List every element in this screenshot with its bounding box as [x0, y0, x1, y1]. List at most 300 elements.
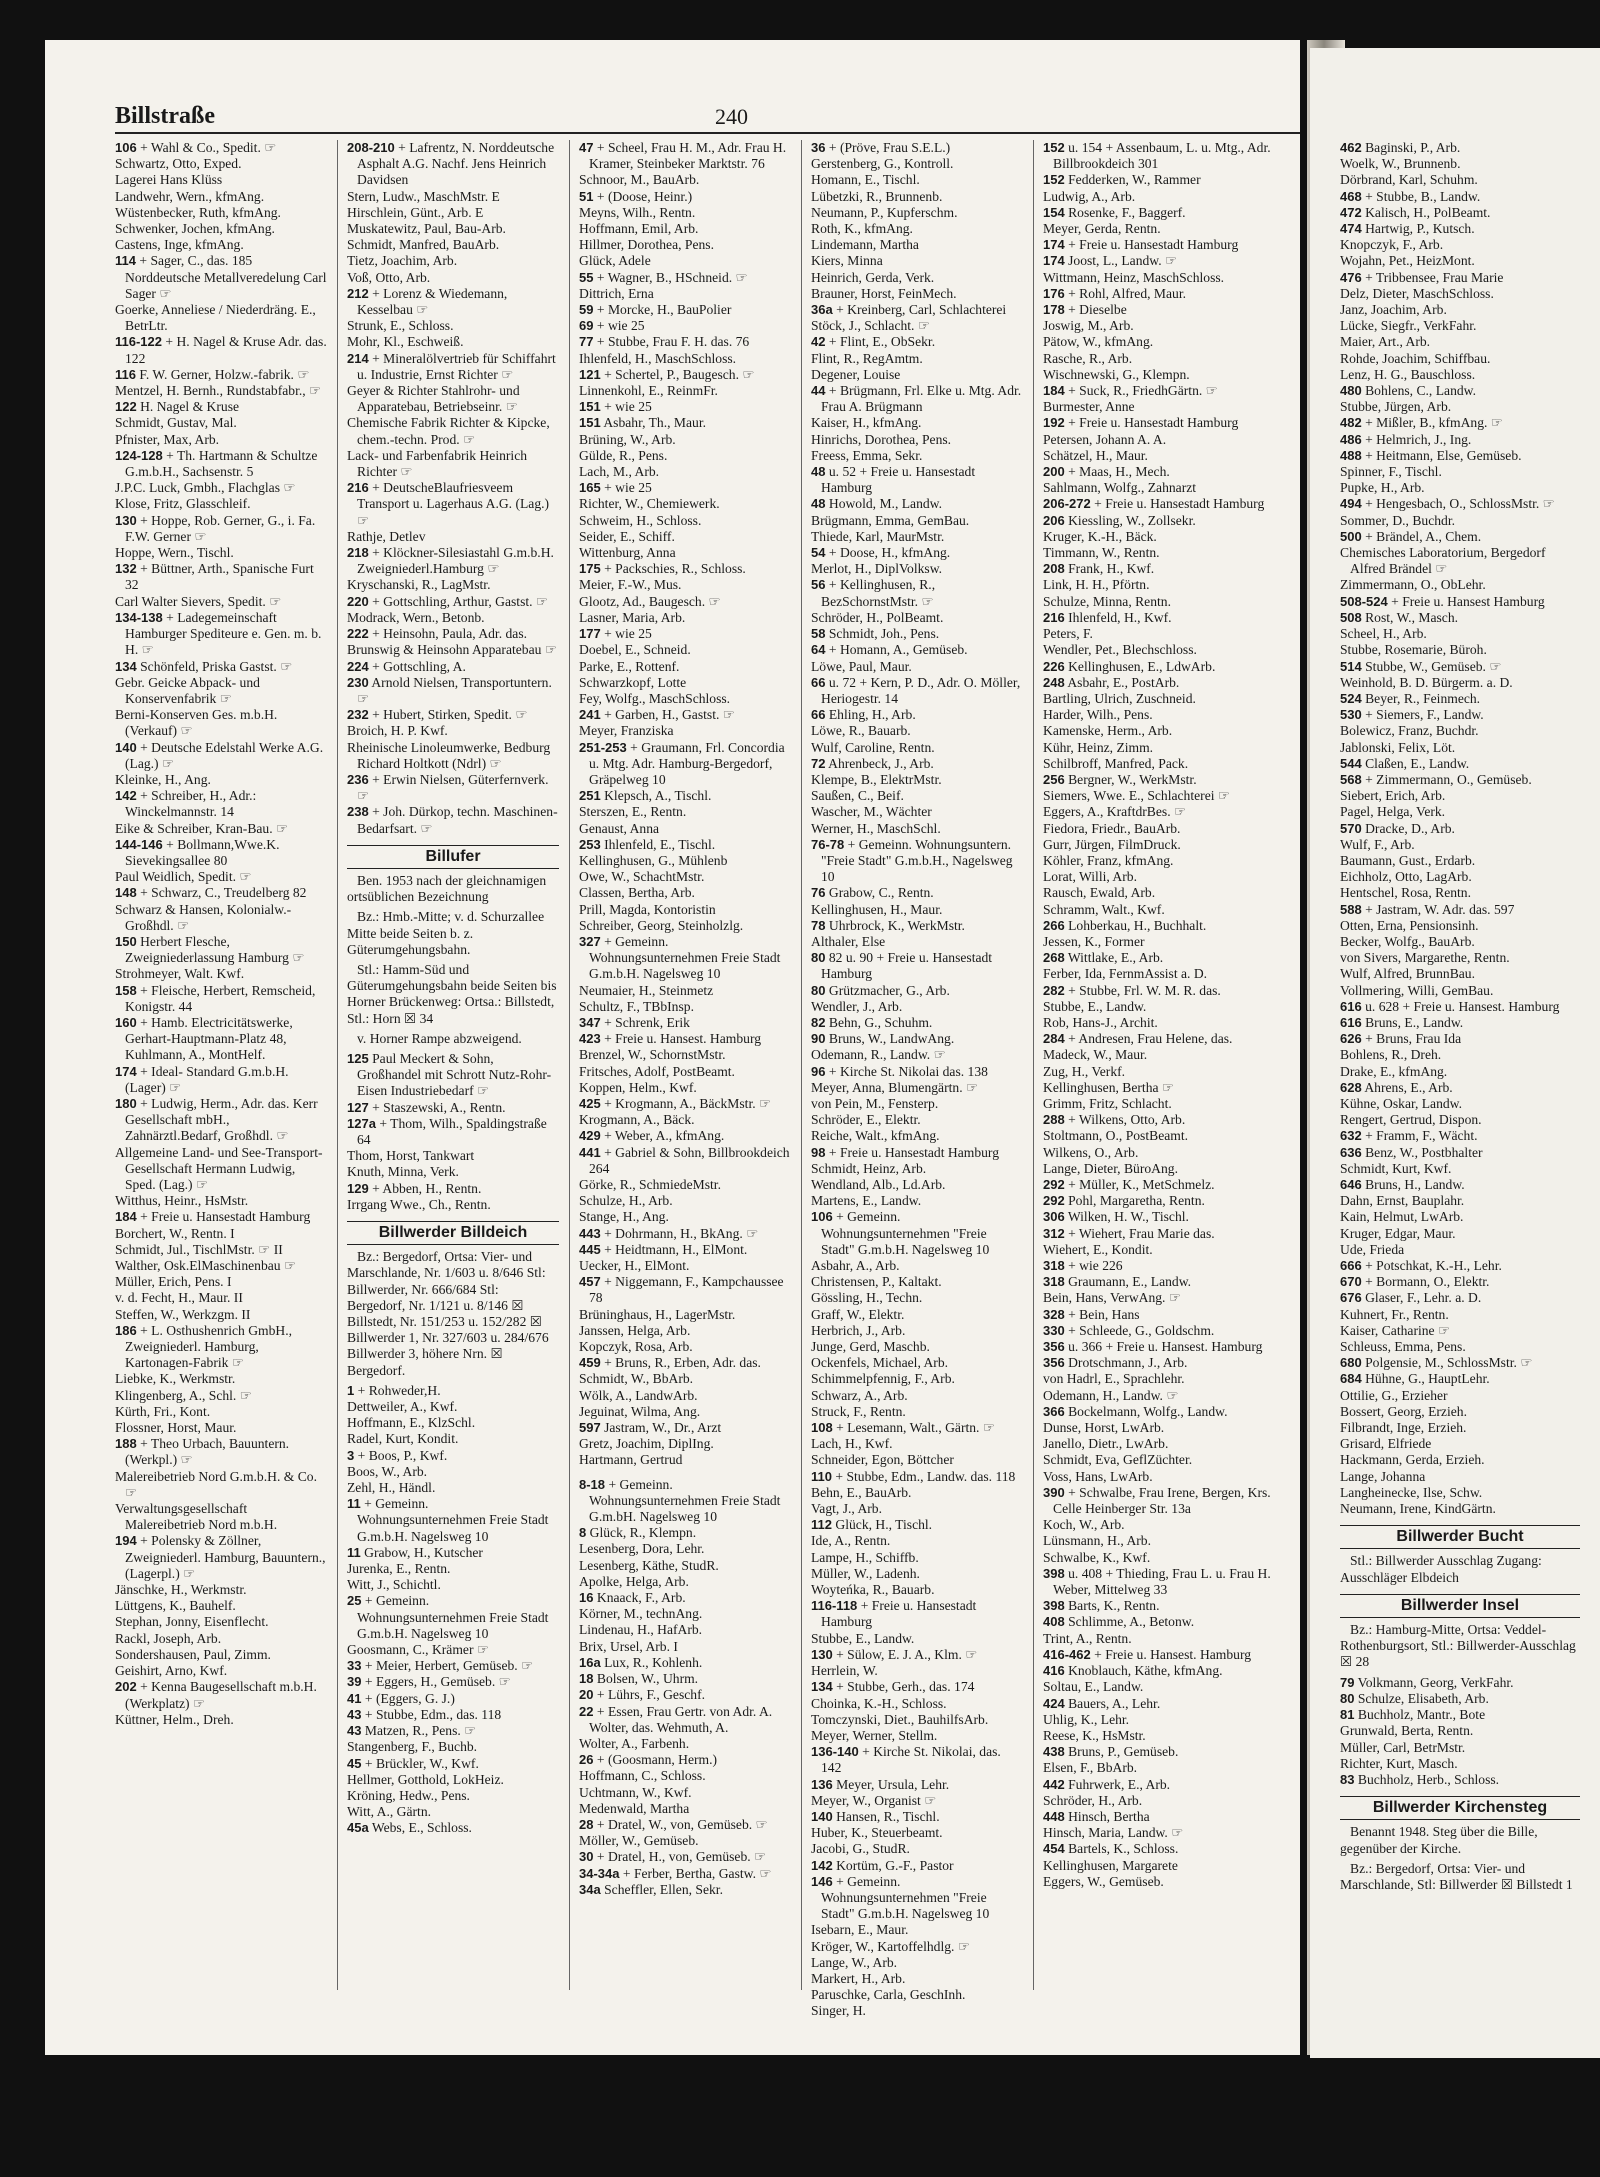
resident-text: + Rohweder,H. [357, 1382, 441, 1398]
directory-entry [811, 1841, 1023, 1857]
house-number: 165 [579, 480, 601, 496]
resident-text: Christensen, P., Kaltakt. [811, 1274, 942, 1290]
house-number: 82 [811, 1014, 826, 1030]
resident-text: + Jastram, W. Adr. das. 597 [1365, 901, 1515, 917]
resident-text: Dunse, Horst, LwArb. [1043, 1420, 1165, 1436]
directory-entry [811, 1193, 1023, 1209]
resident-text: Meyer, W., Organist ☞ [811, 1792, 937, 1808]
directory-entry [811, 740, 1023, 756]
directory-entry [811, 1031, 1023, 1047]
resident-text: + Th. Hartmann & Schultze G.m.b.H., Sachsenstr. 5 [125, 447, 318, 480]
directory-entry [115, 480, 327, 496]
directory-entry [811, 1404, 1023, 1420]
directory-entry [579, 983, 791, 999]
resident-text: Mohr, Kl., Eschweiß. [347, 334, 464, 350]
resident-text: Mentzel, H. Bernh., Rundstabfabr., ☞ [115, 383, 322, 399]
directory-entry [115, 983, 327, 1015]
house-number: 288 [1043, 1112, 1065, 1128]
resident-text: Schweim, H., Schloss. [579, 512, 702, 528]
house-number: 248 [1043, 674, 1065, 690]
directory-entry [579, 1655, 791, 1671]
resident-text: Vollmering, Willi, GemBau. [1340, 982, 1494, 998]
directory-entry [1340, 610, 1580, 626]
resident-text: Kühne, Oskar, Landw. [1340, 1095, 1463, 1111]
directory-entry [579, 1193, 791, 1209]
directory-entry [1043, 1793, 1273, 1809]
resident-text: + Hoppe, Rob. Gerner, G., i. Fa. F.W. Gerner ☞ [125, 512, 316, 544]
resident-text: Siebert, Erich, Arb. [1340, 788, 1446, 804]
directory-entry [1043, 918, 1273, 934]
resident-text: Merlot, H., DiplVolksw. [811, 561, 943, 577]
directory-entry [347, 1181, 559, 1197]
directory-entry [579, 205, 791, 221]
house-number: 39 [347, 1674, 362, 1690]
resident-text: Hoffmann, E., KlzSchl. [347, 1415, 476, 1431]
resident-text: + Tribbensee, Frau Marie [1365, 269, 1504, 285]
resident-text: + Stubbe, Edm., Landw. das. 118 [835, 1468, 1016, 1484]
resident-text: Fritsches, Adolf, PostBeamt. [579, 1063, 735, 1079]
directory-entry [115, 448, 327, 480]
directory-entry [1340, 1145, 1580, 1161]
resident-text: Eggers, A., KraftdrBes. ☞ [1043, 804, 1187, 820]
house-number: 216 [1043, 609, 1065, 625]
directory-entry [1043, 1371, 1273, 1387]
resident-text: Odemann, H., Landw. ☞ [1043, 1387, 1179, 1403]
resident-text: Vagt, J., Arb. [811, 1501, 882, 1517]
directory-entry [347, 1658, 559, 1674]
directory-entry [811, 415, 1023, 431]
directory-entry [115, 253, 327, 302]
resident-text: Soltau, E., Landw. [1043, 1679, 1144, 1695]
resident-text: Schultz, F., TBbInsp. [579, 998, 694, 1014]
directory-entry [1340, 399, 1580, 415]
resident-text: Schwalbe, K., Kwf. [1043, 1549, 1151, 1565]
resident-text: Hillmer, Dorothea, Pens. [579, 237, 714, 253]
resident-text: + Niggemann, F., Kampchaussee 78 [589, 1274, 784, 1306]
resident-text: + Freie u. Hansestadt Hamburg [140, 1209, 311, 1225]
directory-entry [579, 1031, 791, 1047]
resident-text: + Schertel, P., Baugesch. ☞ [604, 366, 755, 382]
house-number: 134 [811, 1679, 833, 1695]
directory-entry [347, 1707, 559, 1723]
resident-text: Kellinghusen, Bertha ☞ [1043, 1079, 1175, 1095]
directory-entry [811, 1047, 1023, 1063]
house-number: 180 [115, 1095, 137, 1111]
directory-entry [579, 885, 791, 901]
column-2 [347, 140, 559, 1990]
directory-entry [115, 205, 327, 221]
directory-entry [347, 1723, 559, 1739]
resident-text: + wie 226 [1068, 1258, 1123, 1274]
directory-entry [1043, 1809, 1273, 1825]
resident-text: Wittlake, E., Arb. [1067, 950, 1164, 966]
resident-text: Gurr, Jürgen, FilmDruck. [1043, 836, 1181, 852]
directory-entry [811, 1631, 1023, 1647]
column-5 [1043, 140, 1273, 1990]
house-number: 144-146 [115, 836, 163, 852]
resident-text: Timmann, W., Rentn. [1043, 545, 1160, 561]
resident-text: Strohmeyer, Walt. Kwf. [115, 966, 245, 982]
house-number: 98 [811, 1144, 826, 1160]
directory-entry [1043, 626, 1273, 642]
directory-entry [811, 286, 1023, 302]
column-divider [1033, 140, 1034, 1990]
page-number: 240 [715, 104, 748, 129]
resident-text: Paul Meckert & Sohn, Großhandel mit Schrott Nutz-Rohr- Eisen Industriebedarf ☞ [357, 1050, 552, 1099]
directory-entry [1340, 675, 1580, 691]
house-number: 151 [579, 415, 601, 431]
resident-text: + Gemeinn. Wohnungsunternehmen "Freie Stadt" G.m.b.H. Nagelsweg 10 [821, 1209, 990, 1257]
directory-entry [811, 1533, 1023, 1549]
directory-entry [1043, 415, 1273, 431]
house-number: 568 [1340, 771, 1362, 787]
resident-text: + Bormann, O., Elektr. [1365, 1274, 1490, 1290]
resident-text: + Kirche St. Nikolai das. 138 [828, 1063, 988, 1079]
resident-text: Voß, Otto, Arb. [347, 269, 431, 285]
directory-entry [1340, 1161, 1580, 1177]
resident-text: Brüning, W., Arb. [579, 431, 676, 447]
house-number: 488 [1340, 447, 1362, 463]
resident-text: Fuhrwerk, E., Arb. [1068, 1776, 1171, 1792]
resident-text: Frank, H., Kwf. [1068, 561, 1155, 577]
resident-text: Ihlenfeld, H., Kwf. [1068, 609, 1172, 625]
directory-entry [115, 707, 327, 739]
directory-entry [347, 318, 559, 334]
resident-text: Geyer & Richter Stahlrohr- und Apparatebau, Betriebseinr. ☞ [347, 383, 520, 415]
resident-text: Reese, K., HsMstr. [1043, 1727, 1146, 1743]
resident-text: Barts, K., Rentn. [1068, 1598, 1160, 1614]
directory-entry [1043, 885, 1273, 901]
directory-entry [347, 253, 559, 269]
resident-text: + Graumann, Frl. Concordia u. Mtg. Adr. Hamburg-Bergedorf, Gräpelweg 10 [589, 739, 785, 787]
house-number: 28 [579, 1816, 594, 1832]
resident-text: Eggers, W., Gemüseb. [1043, 1873, 1164, 1889]
resident-text: + Ferber, Bertha, Gastw. ☞ [622, 1865, 772, 1881]
directory-entry [347, 1577, 559, 1593]
directory-entry [579, 999, 791, 1015]
directory-entry [1043, 367, 1273, 383]
resident-text: Glaser, F., Lehr. a. D. [1365, 1290, 1482, 1306]
house-number: 253 [579, 836, 601, 852]
resident-text: + wie 25 [604, 626, 652, 642]
directory-entry [1043, 950, 1273, 966]
resident-text: Borchert, W., Rentn. I [115, 1225, 235, 1241]
house-number: 154 [1043, 204, 1065, 220]
resident-text: Küttner, Helm., Dreh. [115, 1711, 234, 1727]
resident-text: Thiede, Karl, MaurMstr. [811, 528, 945, 544]
directory-entry [579, 1704, 791, 1736]
resident-text: Harder, Wilh., Pens. [1043, 707, 1153, 723]
directory-entry [115, 1582, 327, 1598]
directory-entry [1043, 334, 1273, 350]
directory-entry [347, 1496, 559, 1545]
resident-text: Hinsch, Maria, Landw. ☞ [1043, 1825, 1184, 1841]
resident-text: Irrgang Wwe., Ch., Rentn. [347, 1196, 491, 1212]
resident-text: Graumann, E., Landw. [1068, 1274, 1192, 1290]
directory-entry [811, 1420, 1023, 1436]
directory-entry [1340, 1469, 1580, 1485]
directory-entry [347, 383, 559, 415]
house-number: 306 [1043, 1209, 1065, 1225]
house-number: 448 [1043, 1808, 1065, 1824]
resident-text: Lücke, Siegfr., VerkFahr. [1340, 318, 1477, 334]
directory-entry [1340, 1064, 1580, 1080]
directory-entry [579, 1096, 791, 1112]
directory-entry [811, 1452, 1023, 1468]
resident-text: Wilken, H. W., Tischl. [1067, 1209, 1189, 1225]
house-number: 416-462 [1043, 1646, 1091, 1662]
house-number: 129 [347, 1180, 369, 1196]
directory-entry [1043, 1128, 1273, 1144]
street-note: Bz.: Hamburg-Mitte, Ortsa: Veddel-Rothenburgsort, Stl.: Billwerder-Ausschlag ☒ 28 [1340, 1622, 1576, 1670]
directory-entry [1043, 723, 1273, 739]
directory-entry [579, 1047, 791, 1063]
resident-text: Odemann, R., Landw. ☞ [811, 1047, 946, 1063]
directory-entry [347, 221, 559, 237]
directory-entry [1340, 1080, 1580, 1096]
directory-entry [1043, 1355, 1273, 1371]
resident-text: Pfnister, Max, Arb. [115, 431, 220, 447]
directory-entry [1340, 334, 1580, 350]
resident-text: + Bollmann,Wwe.K. Sievekingsallee 80 [125, 836, 280, 868]
resident-text: Koch, W., Arb. [1043, 1517, 1125, 1533]
house-number: 188 [115, 1436, 137, 1452]
resident-text: + L. Osthushenrich GmbH., Zweigniederl. Hamburg, Kartonagen-Fabrik ☞ [125, 1322, 293, 1371]
resident-text: Kalisch, H., PolBeamt. [1365, 204, 1491, 220]
directory-entry [1043, 1080, 1273, 1096]
resident-text: Chemische Fabrik Richter & Kipcke, chem.-techn. Prod. ☞ [347, 415, 550, 447]
directory-entry [811, 1064, 1023, 1080]
resident-text: Behn, G., Schuhm. [828, 1014, 933, 1030]
resident-text: Janello, Dietr., LwArb. [1043, 1436, 1169, 1452]
directory-entry [579, 642, 791, 658]
directory-entry [579, 740, 791, 789]
directory-entry [579, 1274, 791, 1306]
directory-entry [811, 626, 1023, 642]
directory-entry [1340, 756, 1580, 772]
directory-entry [1043, 318, 1273, 334]
directory-entry [811, 561, 1023, 577]
directory-entry [811, 1128, 1023, 1144]
directory-entry [115, 1096, 327, 1145]
directory-entry [1340, 1501, 1580, 1517]
resident-text: Wascher, M., Wächter [811, 804, 932, 820]
directory-entry [1043, 529, 1273, 545]
directory-entry [1340, 205, 1580, 221]
directory-entry [1340, 1740, 1580, 1756]
directory-entry [115, 432, 327, 448]
resident-text: Lesenberg, Dora, Lehr. [579, 1541, 705, 1557]
directory-entry [579, 1882, 791, 1898]
directory-entry [115, 237, 327, 253]
resident-text: Kürth, Fri., Kont. [115, 1403, 211, 1419]
directory-entry [579, 189, 791, 205]
directory-entry [1043, 804, 1273, 820]
directory-entry [115, 545, 327, 561]
resident-text: Schwarz, A., Arb. [811, 1387, 908, 1403]
directory-entry [1340, 1707, 1580, 1723]
resident-text: Saußen, C., Beif. [811, 788, 904, 804]
house-number: 177 [579, 626, 601, 642]
resident-text: Schreiber, Georg, Steinholzlg. [579, 917, 744, 933]
resident-text: Berni-Konserven Ges. m.b.H. (Verkauf) ☞ [115, 707, 278, 739]
directory-entry [115, 1209, 327, 1225]
resident-text: Woelk, W., Brunnenb. [1340, 156, 1461, 172]
directory-entry [347, 1100, 559, 1116]
directory-entry [811, 1339, 1023, 1355]
house-number: 214 [347, 350, 369, 366]
resident-text: Janssen, Helga, Arb. [579, 1322, 691, 1338]
resident-text: von Pein, M., Fensterp. [811, 1095, 939, 1111]
directory-entry [1043, 1533, 1273, 1549]
house-number: 106 [811, 1209, 833, 1225]
resident-text: Schmidt, Heinz, Arb. [811, 1160, 927, 1176]
resident-text: Lack- und Farbenfabrik Heinrich Richter ☞ [347, 447, 528, 480]
directory-entry [579, 270, 791, 286]
resident-text: + Ludwig, Herm., Adr. das. Kerr Gesellschaft mbH., Zahnärztl.Bedarf, Großhdl. ☞ [125, 1095, 318, 1144]
resident-text: Verwaltungsgesellschaft Malereibetrieb Nord m.b.H. [115, 1501, 278, 1533]
directory-entry [811, 1501, 1023, 1517]
house-number: 184 [115, 1209, 137, 1225]
directory-entry [1043, 659, 1273, 675]
resident-text: Castens, Inge, kfmAng. [115, 237, 244, 253]
resident-text: Asbahr, E., PostArb. [1067, 674, 1180, 690]
resident-text: Jeguinat, Wilma, Ang. [579, 1403, 701, 1419]
house-number: 36 [811, 140, 826, 155]
house-number: 438 [1043, 1744, 1065, 1760]
directory-entry [811, 383, 1023, 415]
resident-text: Lüttgens, K., Bauhelf. [115, 1598, 236, 1614]
resident-text: Seider, E., Schiff. [579, 528, 675, 544]
directory-entry [115, 966, 327, 982]
directory-entry [1340, 594, 1580, 610]
directory-entry [811, 1809, 1023, 1825]
resident-text: u. 52 + Freie u. Hansestadt Hamburg [821, 464, 976, 496]
resident-text: + Scheel, Frau H. M., Adr. Frau H. Kramer, Steinbeker Marktstr. 76 [589, 140, 787, 172]
resident-text: Dörbrand, Karl, Schuhm. [1340, 172, 1478, 188]
resident-text: Kruger, K.-H., Bäck. [1043, 528, 1157, 544]
house-number: 78 [811, 917, 826, 933]
resident-text: Rheinische Linoleumwerke, Bedburg Richard Holtkott (Ndrl) ☞ [347, 739, 551, 771]
directory-entry [811, 334, 1023, 350]
directory-entry [1340, 367, 1580, 383]
resident-text: + Morcke, H., BauPolier [596, 302, 732, 318]
resident-text: + Hubert, Stirken, Spedit. ☞ [372, 707, 528, 723]
directory-entry [115, 1145, 327, 1194]
directory-entry [347, 1051, 559, 1100]
resident-text: Bauers, A., Lehr. [1068, 1695, 1161, 1711]
house-number: 108 [811, 1420, 833, 1436]
directory-entry [1340, 172, 1580, 188]
directory-entry [579, 1606, 791, 1622]
directory-entry [811, 837, 1023, 886]
house-number: 256 [1043, 771, 1065, 787]
resident-text: Schulze, Minna, Rentn. [1043, 593, 1171, 609]
resident-text: Goosmann, C., Krämer ☞ [347, 1642, 490, 1658]
resident-text: Hellmer, Gotthold, LokHeiz. [347, 1771, 504, 1787]
resident-text: Herbert Flesche, Zweigniederlassung Hamburg ☞ [125, 933, 305, 966]
house-number: 514 [1340, 658, 1362, 674]
directory-entry [1340, 723, 1580, 739]
directory-entry [811, 367, 1023, 383]
resident-text: Kröning, Hedw., Pens. [347, 1787, 470, 1803]
column-divider [801, 140, 802, 1990]
resident-text: + Freie u. Hansestadt Hamburg [821, 1598, 977, 1630]
directory-entry [1043, 1566, 1273, 1598]
resident-text: + Kreinberg, Carl, Schlachterei [836, 302, 1007, 318]
resident-text: + wie 25 [596, 318, 645, 334]
directory-entry [579, 1226, 791, 1242]
directory-entry [347, 189, 559, 205]
house-number: 59 [579, 302, 594, 318]
directory-entry [579, 659, 791, 675]
column-divider [569, 140, 570, 1990]
directory-entry [1043, 756, 1273, 772]
resident-text: + (Eggers, G. J.) [364, 1690, 455, 1706]
resident-text: Kain, Helmut, LwArb. [1340, 1209, 1464, 1225]
directory-entry [579, 1525, 791, 1541]
directory-entry [115, 189, 327, 205]
directory-entry [1043, 1145, 1273, 1161]
directory-entry [115, 869, 327, 885]
resident-text: Arnold Nielsen, Transportuntern. ☞ [357, 674, 552, 706]
directory-entry [579, 1752, 791, 1768]
directory-entry [811, 1874, 1023, 1923]
resident-text: Wendler, Pet., Blechschloss. [1043, 642, 1197, 658]
resident-text: + Gemeinn. Wohnungsuntern. "Freie Stadt" G.m.b.H., Nagelsweg 10 [821, 836, 1013, 885]
house-number: 48 [811, 496, 826, 512]
resident-text: + Gottschling, Arthur, Gastst. ☞ [372, 593, 549, 609]
directory-entry [1043, 1517, 1273, 1533]
house-number: 494 [1340, 496, 1362, 512]
directory-entry [347, 448, 559, 480]
house-number: 30 [579, 1849, 594, 1865]
resident-text: Jänschke, H., Werkmstr. [115, 1582, 247, 1598]
house-number: 158 [115, 982, 137, 998]
resident-text: Schmidt, W., BbArb. [579, 1371, 694, 1387]
directory-entry [811, 1371, 1023, 1387]
directory-entry [579, 1801, 791, 1817]
resident-text: J.P.C. Luck, Gmbh., Flachglas ☞ [115, 480, 296, 496]
resident-text: Schulze, Elisabeth, Arb. [1357, 1690, 1489, 1706]
directory-entry [347, 351, 559, 383]
directory-entry [579, 561, 791, 577]
directory-entry [811, 496, 1023, 512]
directory-entry [1340, 270, 1580, 286]
house-number: 680 [1340, 1355, 1362, 1371]
resident-text: Glück, R., Klempn. [589, 1525, 697, 1541]
directory-entry [811, 513, 1023, 529]
resident-text: + Freie u. Hansest. Hamburg [1094, 1646, 1252, 1662]
directory-entry [1043, 1696, 1273, 1712]
directory-entry [811, 1517, 1023, 1533]
directory-entry [811, 351, 1023, 367]
house-number: 232 [347, 707, 369, 723]
resident-text: Brauner, Horst, FeinMech. [811, 285, 957, 301]
house-number: 632 [1340, 1128, 1362, 1144]
house-number: 127 [347, 1099, 369, 1115]
resident-text: + Freie u. Hansest Hamburg [1391, 593, 1545, 609]
resident-text: Wiehert, E., Kondit. [1043, 1241, 1153, 1257]
directory-entry [347, 1756, 559, 1772]
directory-entry [579, 1064, 791, 1080]
directory-entry [811, 2003, 1023, 2019]
resident-text: Genaust, Anna [579, 820, 660, 836]
house-number: 616 [1340, 998, 1362, 1014]
directory-entry [811, 1355, 1023, 1371]
resident-text: Stubbe, W., Gemüseb. ☞ [1365, 658, 1502, 674]
directory-entry [1043, 464, 1273, 480]
